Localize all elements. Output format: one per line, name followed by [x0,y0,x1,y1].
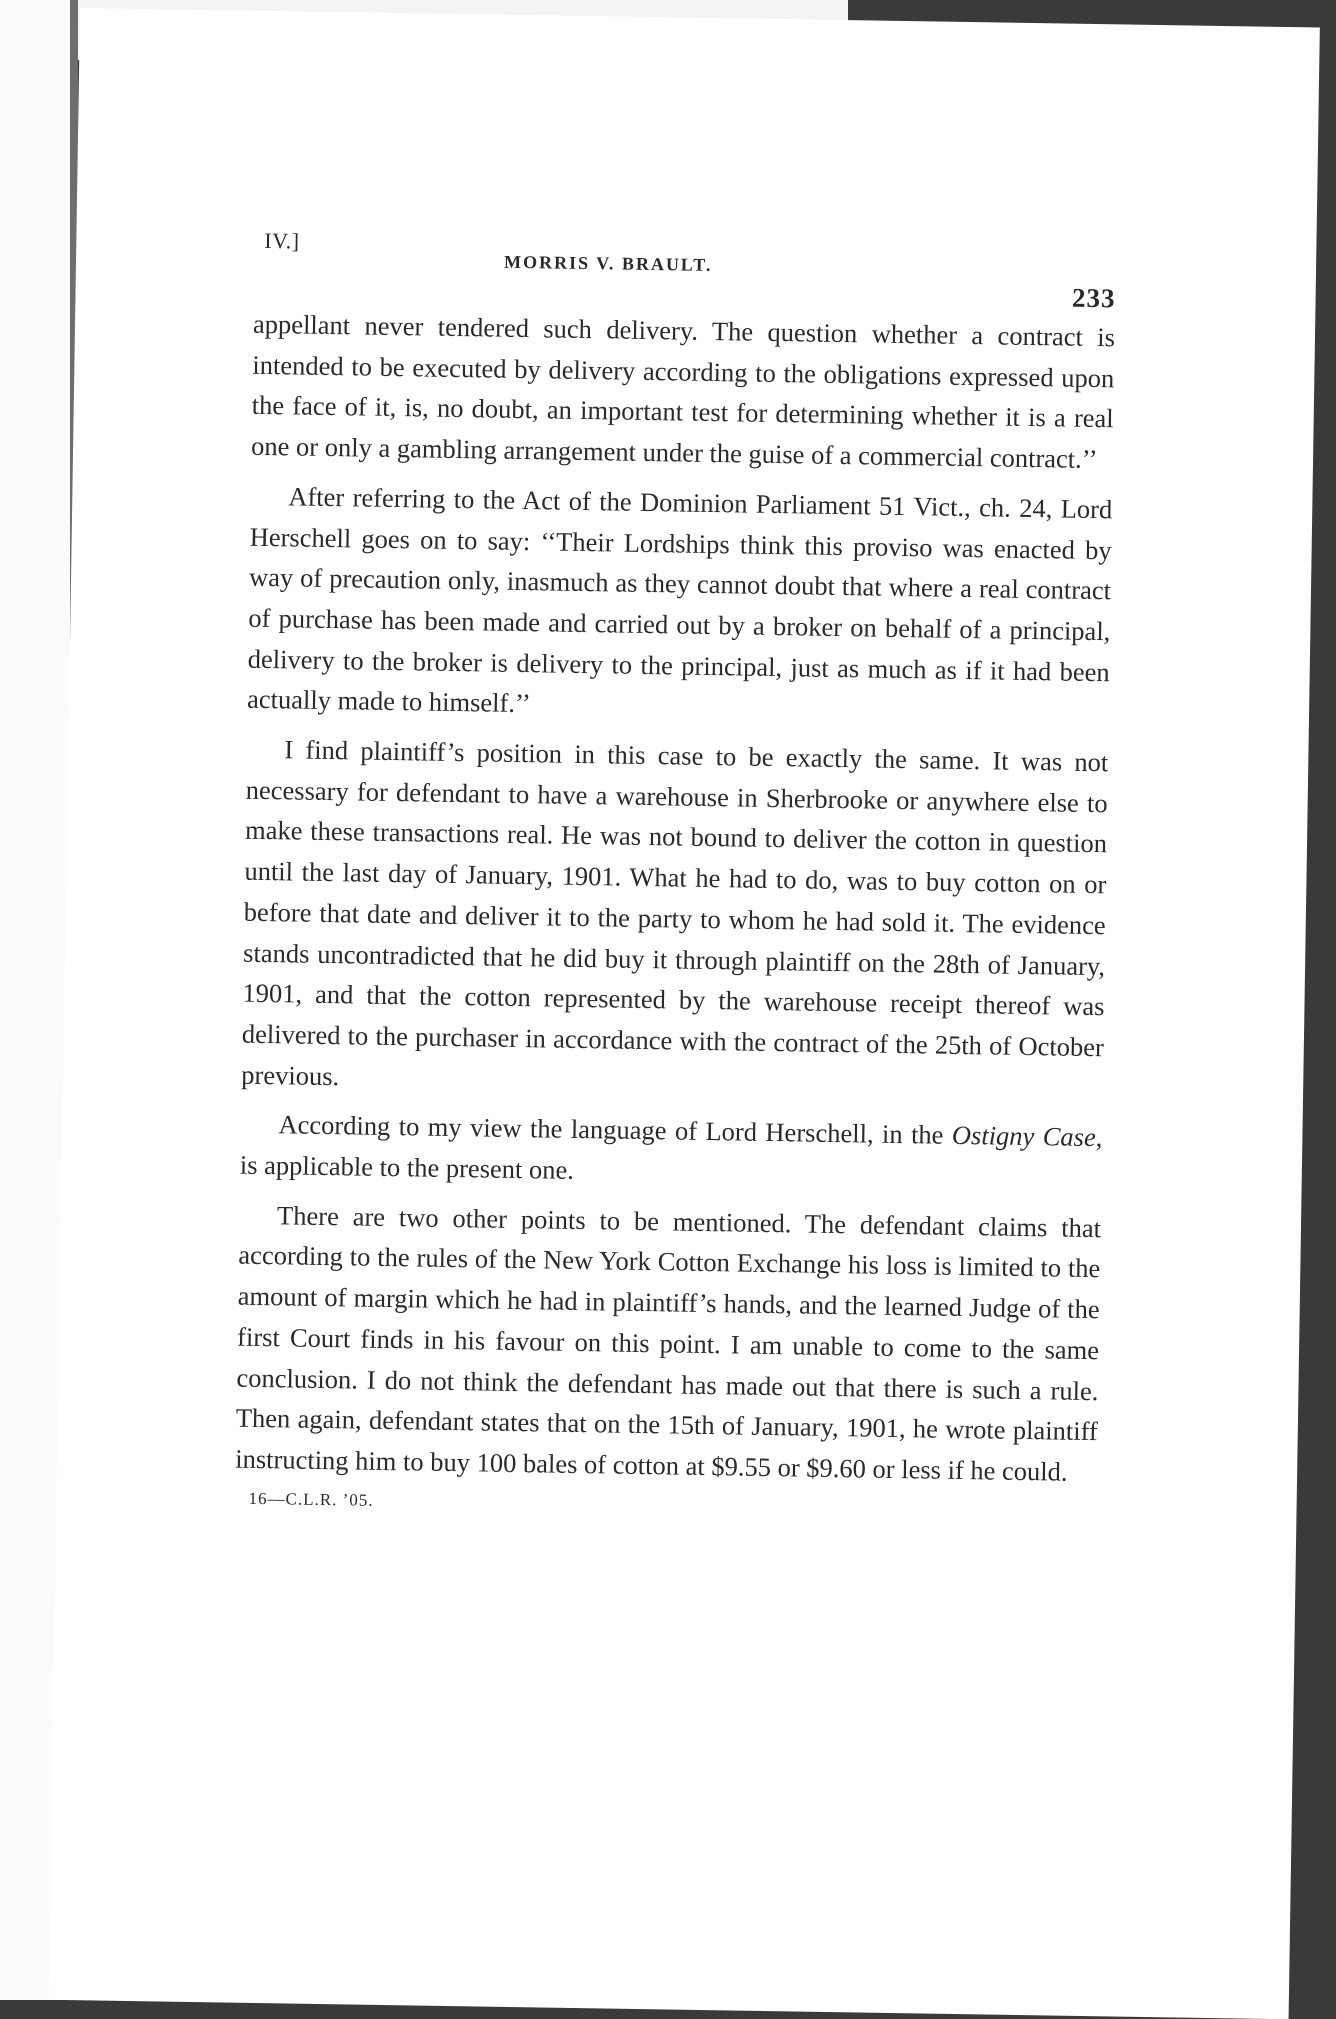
book-page [49,8,1320,2019]
paragraph-4-lead: According to my view the language of Lord Herschell, in the [278,1109,953,1151]
paragraph-3: I find plaintiff’s position in this case to be exactly the same. It was not necessary for defendant to have a warehouse in Sherbrooke or anywhere else to make these transactions real. He was not bound to deliver the cotton in question until the last day of January, 1901. What he had to do, was to buy cotton on or before that date and deliver it to the party to whom he had sold it. The evidence stands uncontradicted that he did buy it through plaintiff on the 28th of January, 1901, and that the cotton represented by the warehouse receipt thereof was delivered to the purchaser in accordance with the contract of the 25th of October previous. [241,734,1109,1091]
case-title: MORRIS V. BRAULT. [503,251,713,275]
case-name-italic: Ostigny Case [951,1120,1097,1153]
running-head [254,216,1117,314]
section-mark: IV.] [264,227,300,254]
body-text [235,304,1115,1493]
paragraph-2: After referring to the Act of the Dominion Parliament 51 Vict., ch. 24, Lord Herschell goes on to say: ‘‘Their Lordships think this proviso was enacted by way of precaution only, inasmuch as they cannot doubt that where a real contract of purchase has been made and carried out by a broker on behalf of a principal, delivery to the broker is delivery to the principal, just as much as if it had been actually made to himself.’’ [246,481,1113,719]
page-content [234,216,1116,1522]
paragraph-4-tail: , is applicable to the present one. [239,1122,1103,1185]
paragraph-5: There are two other points to be mentioned. The defendant claims that according to the rules of the New York Cotton Exchange his loss is limited to the amount of margin which he had in plaintiff’s hands, and the learned Judge of the first Court finds in his favour on this point. I am unable to come to the same conclusion. I do not think the defendant has made out that there is such a rule. Then again, defendant states that on the 15th of January, 1901, he wrote plaintiff instructing him to buy 100 bales of cotton at $9.55 or $9.60 or less if he could. [234,1200,1102,1487]
page-number: 233 [1071,282,1116,314]
paragraph-1: appellant never tendered such delivery. The question whether a contract is intended to be executed by delivery according to the obligations expressed upon the face of it, is, no doubt, an important test for determining whether it is a real one or only a gambling arrangement under the guise of a commercial contract.’’ [250,308,1116,475]
signature-line: 16—C.L.R. ’05. [248,1488,374,1510]
paragraph-4 [240,1104,1103,1199]
